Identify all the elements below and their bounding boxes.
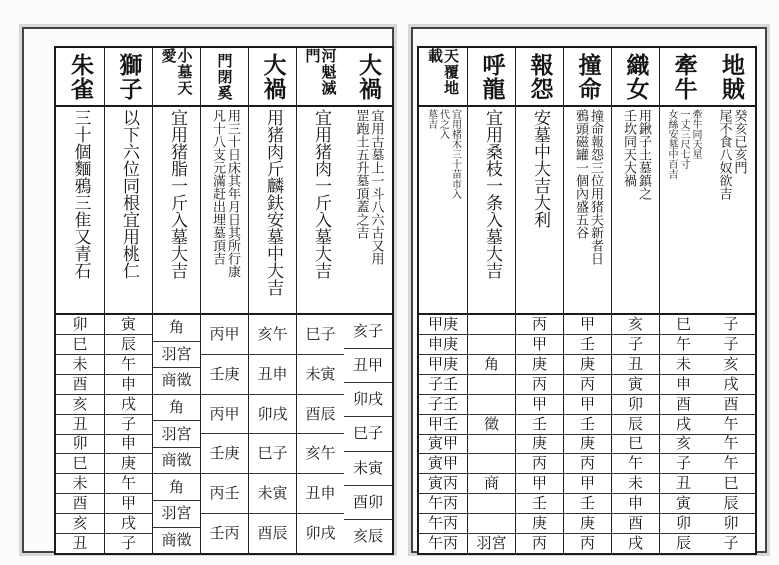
instruction-line: 用三十日床其年月日其所行康 (225, 109, 240, 278)
table-column (467, 48, 515, 553)
header-text: 報怨 (526, 52, 554, 101)
cycle-grid (153, 313, 200, 553)
table-column (344, 48, 392, 553)
table-column (248, 48, 296, 553)
instruction-line: 撞命報怨三位用猪夫新者日 (588, 109, 603, 265)
instruction-line: 牽牛同天星 (690, 109, 701, 159)
cycle-cell: 甲 (516, 474, 563, 494)
column-header (153, 48, 200, 107)
instruction-line: 罡跑土五升墓頂蓋之吉 (353, 109, 369, 239)
cycle-cell: 丑 (660, 474, 707, 494)
left-page (22, 27, 394, 553)
instruction-line: 宜用楮木三十苗市入 (449, 109, 461, 199)
cycle-cell: 壬庚 (201, 355, 248, 395)
cycle-cell: 甲壬 (419, 415, 467, 435)
column-instruction (564, 107, 611, 314)
cycle-grid (56, 313, 104, 553)
cycle-cell (468, 435, 515, 455)
cycle-cell: 角 (153, 315, 200, 342)
cycle-cell: 酉辰 (257, 524, 288, 543)
cycle-cell: 酉 (660, 395, 707, 415)
cycle-cell: 午丙 (419, 514, 467, 534)
cycle-cell: 未 (660, 355, 707, 375)
cycle-grid (105, 313, 152, 553)
header-text: 大禍 (355, 52, 382, 101)
cycle-cell: 寅丙 (419, 474, 467, 494)
column-instruction (468, 107, 515, 314)
cycle-grid (516, 313, 563, 553)
cycle-cell: 商 (468, 474, 515, 494)
cycle-cell: 角 (468, 355, 515, 375)
cycle-cell: 甲 (516, 395, 563, 415)
cycle-cell: 丙 (516, 454, 563, 474)
cycle-cell: 申 (105, 435, 152, 455)
cycle-cell: 子 (723, 534, 739, 553)
cycle-cell: 午丙 (419, 494, 467, 514)
cycle-cell: 午 (707, 435, 755, 455)
cycle-cell: 未 (56, 355, 104, 375)
cycle-cell: 丑申 (249, 355, 296, 395)
cycle-cell: 庚 (516, 435, 563, 455)
cycle-cell: 卯 (612, 395, 659, 415)
cycle-cell: 庚 (516, 514, 563, 534)
cycle-cell: 子 (707, 315, 755, 335)
cycle-cell: 丙甲 (201, 395, 248, 435)
instruction-line: 安墓中大吉大利 (530, 109, 550, 228)
cycle-cell: 丙 (564, 454, 611, 474)
cycle-cell (468, 514, 515, 534)
cycle-cell: 角 (153, 395, 200, 422)
cycle-cell: 卯 (56, 435, 104, 455)
cycle-cell: 亥 (660, 435, 707, 455)
column-instruction (707, 107, 755, 314)
cycle-cell: 庚 (564, 355, 611, 375)
cycle-cell: 庚 (564, 435, 611, 455)
column-header (660, 48, 707, 107)
cycle-cell: 戌 (627, 534, 643, 553)
instruction-line: 以下六位同根宜用桃仁 (119, 109, 139, 279)
instruction-line: 用猪肉斤麟鈇安墓中大吉 (263, 109, 283, 296)
cycle-cell: 丑 (72, 534, 88, 553)
cycle-cell: 甲 (564, 315, 611, 335)
instruction-line: 三十個麵鴉三隹又青石 (70, 109, 91, 279)
cycle-cell: 甲 (105, 494, 152, 514)
table-column (419, 48, 467, 553)
cycle-cell: 寅甲 (419, 454, 467, 474)
left-table (54, 46, 394, 555)
column-header (56, 48, 104, 107)
table-column (515, 48, 563, 553)
cycle-cell: 午丙 (427, 534, 458, 553)
cycle-cell: 壬丙 (209, 524, 240, 543)
table-column (707, 48, 755, 553)
cycle-cell (468, 315, 515, 335)
cycle-cell: 午 (105, 355, 152, 375)
cycle-cell: 甲 (516, 335, 563, 355)
cycle-cell: 亥午 (297, 434, 344, 474)
right-table (417, 46, 757, 555)
cycle-grid (564, 313, 611, 553)
cycle-cell: 子 (612, 335, 659, 355)
column-instruction (419, 107, 467, 314)
header-text: 河魁滅門 (303, 48, 338, 96)
column-header (564, 48, 611, 107)
column-instruction (344, 107, 392, 314)
cycle-cell: 酉 (56, 494, 104, 514)
column-header (344, 48, 392, 107)
cycle-cell: 亥 (56, 514, 104, 534)
cycle-cell: 壬 (516, 494, 563, 514)
column-header (707, 48, 755, 107)
cycle-cell: 商徵 (153, 448, 200, 475)
cycle-cell: 子 (660, 454, 707, 474)
column-header (201, 48, 248, 107)
cycle-cell: 壬 (564, 494, 611, 514)
cycle-cell: 卯戌 (305, 524, 336, 543)
instruction-line: 宜用猪肉一斤入墓大吉 (311, 109, 331, 279)
cycle-cell: 亥 (56, 395, 104, 415)
instruction-line: 墓吉 (425, 109, 437, 129)
cycle-cell: 子壬 (419, 375, 467, 395)
cycle-cell: 子 (105, 415, 152, 435)
cycle-cell: 角 (153, 474, 200, 501)
cycle-cell: 巳子 (249, 434, 296, 474)
cycle-cell: 丙 (516, 375, 563, 395)
column-header (249, 48, 296, 107)
cycle-cell: 午 (707, 454, 755, 474)
cycle-cell (468, 335, 515, 355)
header-text: 織女 (622, 52, 650, 101)
cycle-cell: 酉 (56, 375, 104, 395)
cycle-cell: 辰 (105, 335, 152, 355)
cycle-cell: 酉 (707, 395, 755, 415)
table-column (104, 48, 152, 553)
cycle-grid (201, 313, 248, 553)
header-text: 朱雀 (67, 52, 94, 101)
instruction-line: 癸亥已亥門 (731, 109, 747, 174)
instruction-line: 一丈三尺七寸 (678, 109, 689, 169)
cycle-cell: 羽宮 (153, 501, 200, 528)
column-instruction (516, 107, 563, 314)
cycle-cell: 未寅 (297, 355, 344, 395)
cycle-cell: 丑 (612, 355, 659, 375)
header-text: 呼龍 (478, 52, 506, 101)
cycle-cell: 卯 (707, 514, 755, 534)
header-text: 門閉奚 (215, 52, 234, 101)
column-instruction (612, 107, 659, 314)
cycle-cell: 辰 (675, 534, 691, 553)
cycle-cell: 丙 (516, 315, 563, 335)
instruction-line: 女絲安墓中百吉 (666, 109, 677, 179)
column-instruction (660, 107, 707, 314)
cycle-grid (660, 313, 707, 553)
table-column (563, 48, 611, 553)
cycle-cell: 卯戌 (344, 383, 392, 417)
cycle-cell: 申 (105, 375, 152, 395)
column-instruction (201, 107, 248, 314)
cycle-cell (468, 375, 515, 395)
cycle-cell: 丑申 (297, 474, 344, 514)
table-column (296, 48, 344, 553)
cycle-cell: 壬 (564, 415, 611, 435)
cycle-cell: 丑甲 (344, 349, 392, 383)
cycle-cell: 甲庚 (419, 355, 467, 375)
instruction-line: 宜用桑枝一条入墓大吉 (482, 109, 502, 279)
header-text: 撞命 (574, 52, 602, 101)
cycle-cell: 未 (56, 474, 104, 494)
header-text: 天覆地載 (426, 48, 460, 96)
header-text: 大禍 (259, 52, 287, 101)
cycle-cell: 寅甲 (419, 435, 467, 455)
cycle-cell: 酉辰 (297, 395, 344, 435)
right-page (411, 27, 767, 553)
cycle-cell: 巳 (56, 454, 104, 474)
cycle-cell: 申 (612, 494, 659, 514)
table-column (611, 48, 659, 553)
cycle-cell: 午 (707, 415, 755, 435)
cycle-cell: 戌 (707, 375, 755, 395)
column-header (105, 48, 152, 107)
cycle-grid (468, 313, 515, 553)
cycle-cell: 未寅 (249, 474, 296, 514)
cycle-grid (612, 313, 659, 553)
cycle-cell: 甲庚 (419, 315, 467, 335)
header-text: 小墓天愛 (159, 48, 194, 96)
cycle-cell: 巳 (612, 435, 659, 455)
cycle-cell: 亥 (707, 355, 755, 375)
instruction-line: 宜用古墓上一斗八六古又用 (368, 109, 384, 265)
cycle-cell: 巳子 (297, 315, 344, 355)
cycle-cell: 商徵 (161, 530, 192, 549)
cycle-cell: 丙 (579, 534, 595, 553)
header-text: 獅子 (115, 52, 143, 101)
cycle-cell: 甲 (564, 474, 611, 494)
cycle-cell: 戌 (105, 514, 152, 534)
cycle-cell (468, 395, 515, 415)
cycle-cell: 丑 (56, 415, 104, 435)
cycle-cell: 卯 (56, 315, 104, 335)
cycle-cell: 壬 (564, 335, 611, 355)
cycle-cell: 寅 (660, 494, 707, 514)
cycle-cell: 羽宮 (476, 534, 507, 553)
column-header (612, 48, 659, 107)
cycle-cell: 巳子 (344, 417, 392, 451)
cycle-cell: 子壬 (419, 395, 467, 415)
cycle-cell: 丙 (531, 534, 547, 553)
cycle-grid (707, 313, 755, 553)
cycle-cell: 辰 (707, 494, 755, 514)
cycle-cell: 子 (707, 335, 755, 355)
cycle-cell: 亥午 (249, 315, 296, 355)
column-instruction (105, 107, 152, 314)
cycle-grid (419, 313, 467, 553)
column-header (419, 48, 467, 107)
cycle-cell: 卯戌 (249, 395, 296, 435)
cycle-grid (249, 313, 296, 553)
table-column (56, 48, 104, 553)
cycle-cell: 丙壬 (201, 474, 248, 514)
instruction-line: 尾不食八奴欲吉 (716, 109, 732, 200)
cycle-cell: 丙 (564, 375, 611, 395)
cycle-cell: 申 (660, 375, 707, 395)
cycle-cell: 申庚 (419, 335, 467, 355)
instruction-line: 代之入 (437, 109, 449, 139)
cycle-cell: 壬庚 (201, 434, 248, 474)
cycle-cell: 庚 (564, 514, 611, 534)
cycle-cell: 羽宮 (153, 342, 200, 369)
cycle-cell: 辰 (612, 415, 659, 435)
column-header (468, 48, 515, 107)
cycle-cell: 丙甲 (201, 315, 248, 355)
instruction-line: 用鍬子土墓鎮之 (636, 109, 651, 200)
cycle-cell (468, 454, 515, 474)
column-instruction (56, 107, 104, 314)
cycle-cell: 巳 (660, 315, 707, 335)
cycle-cell: 甲 (564, 395, 611, 415)
column-instruction (249, 107, 296, 314)
cycle-cell: 子 (120, 534, 136, 553)
header-text: 牽牛 (670, 52, 698, 101)
table-column (152, 48, 200, 553)
cycle-cell: 酉卯 (344, 486, 392, 520)
cycle-cell (468, 494, 515, 514)
cycle-cell: 寅 (612, 375, 659, 395)
cycle-cell: 午 (612, 454, 659, 474)
cycle-grid (297, 313, 344, 553)
cycle-cell: 亥 (612, 315, 659, 335)
cycle-cell: 戌 (105, 395, 152, 415)
table-column (200, 48, 248, 553)
cycle-cell: 巳 (707, 474, 755, 494)
cycle-cell: 午 (105, 474, 152, 494)
instruction-line: 凡十八支元滿赶出埋墓頂吉 (210, 109, 225, 265)
column-instruction (153, 107, 200, 314)
cycle-cell: 卯 (660, 514, 707, 534)
instruction-line: 鴉頭磁罐一個內盛五谷 (573, 109, 588, 239)
cycle-cell: 商徵 (153, 368, 200, 395)
table-column (659, 48, 707, 553)
cycle-cell: 酉 (612, 514, 659, 534)
cycle-grid (344, 313, 392, 553)
cycle-cell: 寅 (105, 315, 152, 335)
instruction-line: 壬坎同天大禍 (621, 109, 636, 187)
cycle-cell: 未 (612, 474, 659, 494)
cycle-cell: 庚 (105, 454, 152, 474)
cycle-cell: 午 (660, 335, 707, 355)
cycle-cell: 庚 (516, 355, 563, 375)
cycle-cell: 亥辰 (352, 526, 383, 545)
cycle-cell: 羽宮 (153, 421, 200, 448)
cycle-cell: 亥子 (344, 315, 392, 349)
cycle-cell: 未寅 (344, 452, 392, 486)
instruction-line: 宜用猪脂一斤入墓大吉 (167, 109, 187, 279)
cycle-cell: 戌 (660, 415, 707, 435)
header-text: 地賊 (718, 52, 745, 101)
column-instruction (297, 107, 344, 314)
column-header (516, 48, 563, 107)
cycle-cell: 徵 (468, 415, 515, 435)
cycle-cell: 壬 (516, 415, 563, 435)
cycle-cell: 巳 (56, 335, 104, 355)
column-header (297, 48, 344, 107)
